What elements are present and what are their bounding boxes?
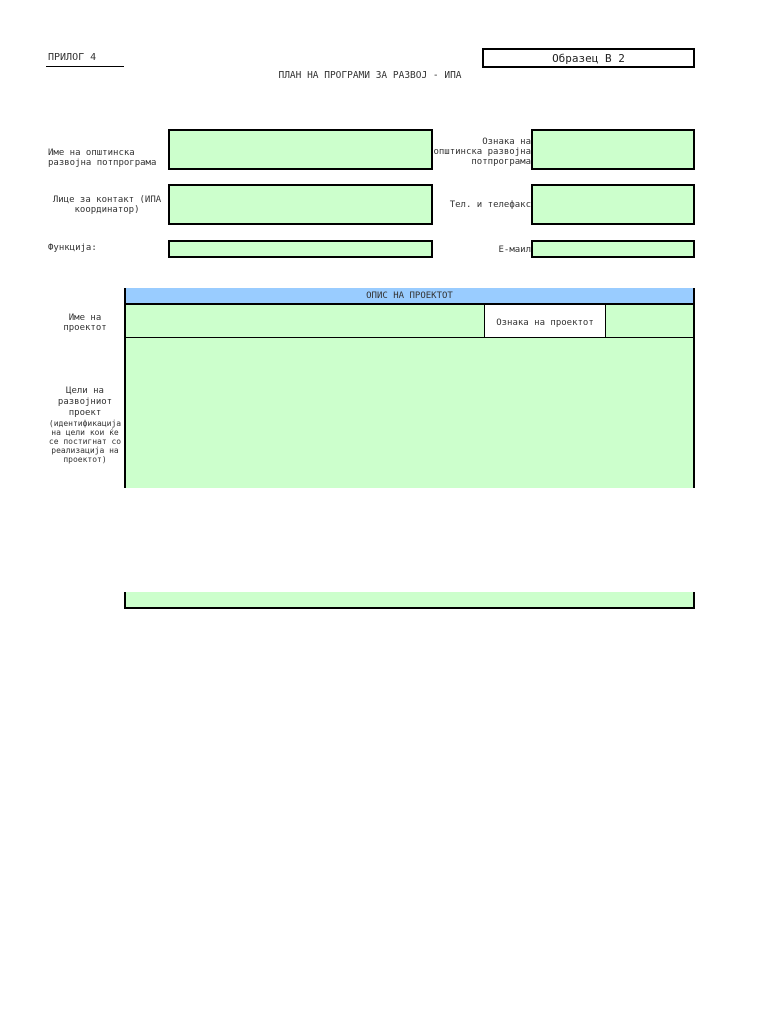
project-section-header: ОПИС НА ПРОЕКТОТ [124, 288, 695, 304]
function-label: Функција: [48, 243, 97, 253]
label-line: развојна потпрограма [48, 158, 157, 168]
project-name-field[interactable] [124, 303, 484, 339]
label-line: општинска развојна [433, 147, 531, 157]
email-label: Е-маил [498, 245, 531, 255]
project-code-field[interactable] [606, 303, 695, 339]
email-field[interactable] [531, 240, 695, 258]
subprogram-name-field[interactable] [168, 129, 433, 170]
form-code: Образец В 2 [552, 51, 625, 65]
contact-person-field[interactable] [168, 184, 433, 225]
label-line: (идентификација [48, 419, 122, 428]
project-name-label [46, 313, 124, 333]
project-code-label: Ознака на проектот [484, 303, 606, 339]
contact-person-label [46, 195, 168, 215]
bottom-row-field[interactable] [124, 592, 695, 609]
subprogram-code-field[interactable] [531, 129, 695, 170]
label-line: проект [68, 408, 102, 418]
label-line: Име на општинска [48, 148, 135, 158]
page-title: ПЛАН НА ПРОГРАМИ ЗА РАЗВОЈ - ИПА [278, 70, 462, 81]
label-line: проектот) [63, 455, 107, 464]
label-line: се постигнат со [48, 437, 122, 446]
phone-fax-label: Тел. и телефакс [449, 200, 531, 210]
label-line: реализација на [51, 446, 119, 455]
label-line: развојниот [57, 397, 113, 407]
annex-underline [46, 66, 124, 67]
label-line: Ознака на [482, 137, 531, 147]
annex-label: ПРИЛОГ 4 [48, 52, 97, 63]
label-line: Име на [68, 313, 102, 323]
label-line: потпрограма [471, 157, 531, 167]
project-goals-label [46, 386, 124, 464]
label-line: на цели кои ќе [51, 428, 119, 437]
project-goals-field[interactable] [124, 338, 695, 488]
subprogram-name-label [48, 148, 166, 168]
label-line: координатор) [74, 205, 140, 215]
label-line: Цели на [66, 386, 104, 396]
subprogram-code-label [430, 137, 531, 167]
label-line: проектот [63, 323, 107, 333]
phone-fax-field[interactable] [531, 184, 695, 225]
function-field[interactable] [168, 240, 433, 258]
label-line: Лице за контакт (ИПА [52, 195, 162, 205]
form-code-box [482, 48, 695, 68]
